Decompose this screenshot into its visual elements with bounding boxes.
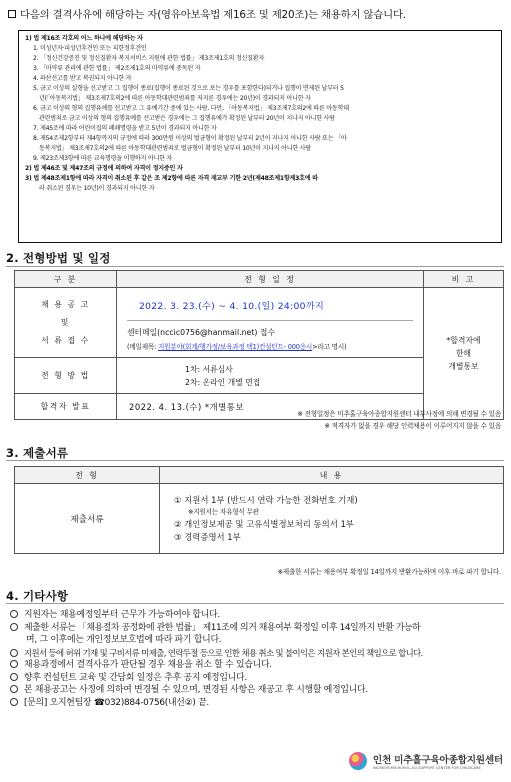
- disqualification-box: [18, 30, 502, 243]
- org-name: 인천 미추홀구육아종합지원센터: [372, 755, 503, 766]
- org-name-en: INCHEON MICHUHOL-GU SUPPORT CENTER FOR CHILDCARE: [372, 766, 481, 770]
- disqualification-item: 라 취소된 경우는 10년)이 경과되지 아니한 자: [39, 185, 155, 192]
- remark-line-1: *합격자에: [446, 336, 481, 345]
- documents-list: [160, 484, 504, 554]
- disqualification-item: 6. 금고 이상의 형의 집행유예를 선고받고 그 유예기간 중에 있는 사람. 다만, 「아동복지법」 제3조제7호의2에 따른 아동학대: [33, 105, 349, 112]
- disqualification-item: 관련범죄로 금고 이상의 형의 집행유예를 선고받은 경우에는 그 집행유예가 확정된 날부터 20년이 지나지 아니한 사람: [39, 115, 335, 122]
- section-title-misc: 4. 기타사항: [6, 589, 69, 603]
- result-announcement: 2022. 4. 13.(수) *개별통보: [117, 394, 424, 420]
- header-category: 구 분: [15, 271, 117, 288]
- disqualification-item: 4. 파산선고를 받고 복권되지 아니한 자: [33, 75, 132, 82]
- row-label-result: 합격자 발표: [15, 394, 117, 420]
- remark-line-2: 한해: [455, 349, 472, 358]
- recruit-schedule-cell: [117, 288, 424, 358]
- recruit-label: 채 용 공 고: [41, 300, 90, 309]
- application-period: 2022. 3. 23.(수) ~ 4. 10.(일) 24:00까지: [127, 294, 413, 321]
- selection-schedule-table: [14, 270, 504, 420]
- documents-label: 제출서류: [15, 484, 160, 554]
- header-content: 내 용: [160, 467, 504, 484]
- document-item-1: ① 지원서 1부 (반드시 연락 가능한 전화번호 기재): [174, 494, 358, 505]
- misc-item-text: 지원자는 채용예정일부터 근무가 가능하여야 합니다.: [24, 610, 220, 620]
- circle-bullet-icon: [10, 649, 18, 657]
- disqualification-item: 1) 법 제16조 각호의 어느 하나에 해당하는 자: [25, 35, 143, 42]
- mail-note-subject: 지원분야(회계/행가정/보육과정 택1)컨설턴트- 000응시: [157, 343, 313, 351]
- misc-item: [10, 609, 504, 622]
- header-schedule: 전 형 일 정: [117, 271, 424, 288]
- misc-list: [10, 609, 504, 709]
- schedule-note-2: ※ 적격자가 없을 경우 해당 인력채용이 이루어지지 않을 수 있음: [324, 422, 501, 430]
- misc-item-text: 본 채용공고는 사정에 의하여 변경될 수 있으며, 변경된 사항은 재공고 후 시행할 예정입니다.: [24, 685, 368, 695]
- misc-item-text: 채용과정에서 결격사유가 판단될 경우 채용을 취소 할 수 있습니다.: [24, 660, 272, 670]
- org-logo: [349, 752, 503, 770]
- email-submission: 센터메일(nccic0756@hanmail.net) 접수: [127, 328, 276, 337]
- misc-item-continued: 며, 그 이후에는 개인정보보호법에 따라 파기 합니다.: [26, 635, 222, 645]
- document-item-1-note: ※지원서는 자유형식 무관: [188, 507, 259, 516]
- misc-item: [10, 697, 504, 710]
- documents-table: [14, 466, 504, 554]
- mail-note-prefix: (메일제목:: [127, 343, 158, 351]
- intro-notice: [8, 6, 406, 21]
- header-type: 전 형: [15, 467, 160, 484]
- document-item-2: ② 개인정보제공 및 고유식별정보처리 동의서 1부: [174, 518, 354, 529]
- section-title-selection: 2. 전형방법 및 일정: [6, 251, 111, 265]
- disqualification-item: 9. 제23조제3항에 따른 교육명령을 이행하지 아니한 자: [33, 155, 173, 162]
- org-name-block: [373, 752, 503, 770]
- remark-line-3: 개별통보: [448, 362, 479, 371]
- disqualification-item: 7. 제45조에 따라 어린이집의 폐쇄명령을 받고 5년이 경과되지 아니한 자: [33, 125, 217, 132]
- intro-text: 다음의 결격사유에 해당하는 자(영유아보육법 제16조 및 제20조)는 채용하지 않습니다.: [20, 9, 406, 21]
- mail-title-note: [127, 341, 413, 351]
- document-item-3: ③ 경력증명서 1부: [174, 531, 241, 542]
- misc-item: [10, 622, 504, 635]
- disqualification-item: 년(「아동복지법」 제3조제7호의2에 따른 아동학대관련범죄를 저지른 경우에는 20년)이 경과되지 아니한 자: [39, 95, 311, 102]
- disqualification-item: 2) 법 제46조 및 제47조의 규정에 의하여 자격이 정지중인 자: [25, 165, 183, 172]
- section-divider: [6, 460, 504, 461]
- row-label-recruit: [15, 288, 117, 358]
- row-label-method: 전 형 방 법: [15, 358, 117, 394]
- misc-item-text: 제출한 서류는 「채용절차 공정화에 관한 법률」 제11조에 의거 채용여부 확정일 이후 14일까지 반환 가능하: [24, 622, 421, 633]
- circle-bullet-icon: [10, 660, 18, 668]
- misc-item-text: [문의] 오지현팀장 ☎032)884-0756(내선②) 끝.: [24, 697, 210, 708]
- section-divider: [6, 266, 504, 267]
- section-divider: [6, 603, 504, 604]
- and-label: 및: [60, 318, 71, 327]
- misc-item-text: 지원서 등에 허위 기재 및 구비서류 미제출, 연락두절 등으로 인한 채용 취소 및 불이익은 지원자 본인의 책임으로 합니다.: [24, 647, 423, 658]
- misc-item: [10, 647, 504, 660]
- method-step-1: 1차: 서류심사: [185, 364, 233, 374]
- section-title-documents: 3. 제출서류: [6, 446, 69, 460]
- disqualification-item: 2. 「정신건강증진 및 정신질환자 복지서비스 지원에 관한 법률」 제3조제1호의 정신질환자: [33, 55, 265, 62]
- misc-item: [10, 684, 504, 697]
- docs-label: 서 류 접 수: [41, 336, 90, 345]
- circle-bullet-icon: [10, 673, 18, 681]
- misc-item: [10, 659, 504, 672]
- disqualification-item: 3. 「마약류 관리에 관한 법률」 제2조제1호의 마약류에 중독된 자: [33, 65, 201, 72]
- misc-item-text: 향후 컨설턴트 교육 및 간담회 일정은 추후 공지 예정입니다.: [24, 672, 247, 683]
- disqualification-item: 1. 미성년자·피성년후견인 또는 피한정후견인: [33, 45, 147, 52]
- checkbox-icon: [8, 10, 16, 18]
- circle-bullet-icon: [10, 685, 18, 693]
- method-cell: [117, 358, 424, 394]
- schedule-note-1: ※ 전형일정은 미추홀구육아종합지원센터 내부사정에 의해 변경될 수 있음: [297, 410, 501, 418]
- logo-icon: [349, 752, 367, 770]
- disqualification-item: 5. 금고 이상의 실형을 선고받고 그 집행이 종료(집행이 종료된 것으로 보는 경우를 포함한다)되거나 집행이 면제된 날부터 5: [33, 85, 344, 92]
- mail-note-suffix: >라고 명시): [312, 343, 347, 351]
- circle-bullet-icon: [10, 623, 18, 631]
- disqualification-item: 동복지법」 제3조제7호의2에 따른 아동학대관련범죄로 벌금형이 확정된 날부터 10년이 지나지 아니한 사람: [39, 145, 311, 152]
- misc-item: [10, 672, 504, 685]
- disqualification-item: 8. 제54조제2항부터 제4항까지의 규정에 따라 300만원 이상의 벌금형이 확정된 날부터 2년이 지나지 아니한 사람 또는 「아: [33, 135, 347, 142]
- header-remark: 비 고: [424, 271, 504, 288]
- circle-bullet-icon: [10, 610, 18, 618]
- documents-note: ※제출한 서류는 채용여부 확정일 14일까지 반환가능하며 이후 바로 파기 합니다.: [277, 568, 501, 576]
- method-step-2: 2차: 온라인 개별 면접: [185, 377, 261, 387]
- circle-bullet-icon: [10, 698, 18, 706]
- remark-cell: [424, 288, 504, 420]
- disqualification-item: 3) 법 제48조제1항에 따라 자격이 취소된 후 같은 조 제2항에 따른 자격 재교부 기한 2년(제48조제1항제3호에 따: [25, 175, 318, 182]
